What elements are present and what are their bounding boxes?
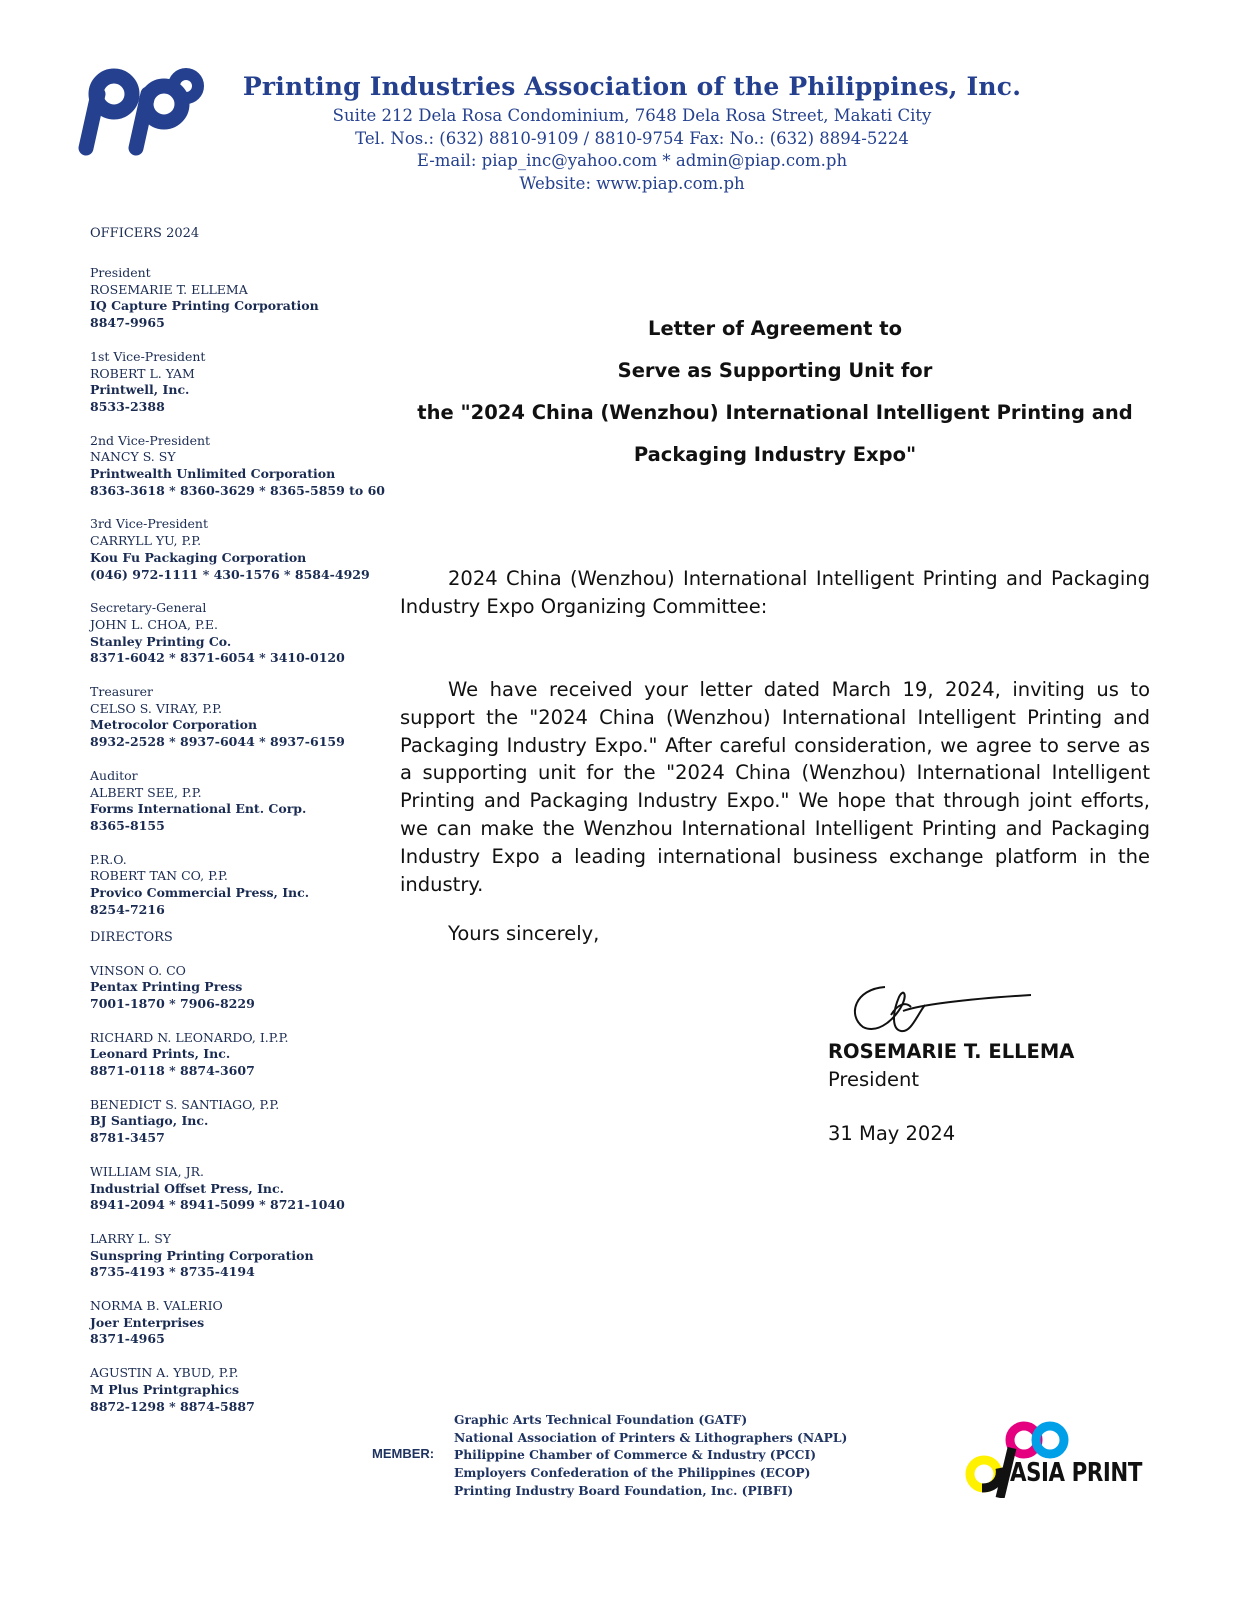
officer-name: ROBERT L. YAM [90, 365, 195, 381]
title-line: Packaging Industry Expo" [633, 443, 917, 466]
title-line: the "2024 China (Wenzhou) International Intelligent Printing and [417, 401, 1133, 424]
officer-entry [90, 516, 390, 583]
officer-phone: 8363-3618 * 8360-3629 * 8365-5859 to 60 [90, 482, 385, 498]
officer-role: P.R.O. [90, 851, 127, 867]
officer-name: ROBERT TAN CO, P.P. [90, 868, 228, 884]
signature-icon [845, 975, 1035, 1037]
officer-entry [90, 684, 390, 751]
director-company: Industrial Offset Press, Inc. [90, 1180, 284, 1196]
member-item: Philippine Chamber of Commerce & Industry (PCCI) [454, 1447, 817, 1463]
officer-company: Printwell, Inc. [90, 382, 190, 398]
body-paragraph [400, 676, 1150, 898]
director-entry [90, 1365, 390, 1415]
asia-print-text: ASIA PRINT [1010, 1458, 1142, 1488]
director-company: BJ Santiago, Inc. [90, 1113, 209, 1129]
officer-role: Treasurer [90, 684, 153, 700]
officer-phone: 8365-8155 [90, 817, 165, 833]
closing-text: Yours sincerely, [448, 922, 600, 945]
officer-company: Forms International Ent. Corp. [90, 801, 307, 817]
director-entry [90, 1164, 390, 1214]
officer-phone: 8932-2528 * 8937-6044 * 8937-6159 [90, 734, 345, 750]
member-item: National Association of Printers & Lithographers (NAPL) [454, 1429, 848, 1445]
officer-entry [90, 600, 390, 667]
directors-title: DIRECTORS [90, 929, 173, 945]
officer-role: Secretary-General [90, 600, 207, 616]
officer-phone: 8254-7216 [90, 901, 165, 917]
officers-sidebar [90, 226, 390, 1432]
member-item: Printing Industry Board Foundation, Inc. (PIBFI) [454, 1482, 794, 1498]
title-line: Letter of Agreement to [648, 317, 902, 340]
director-entry [90, 1097, 390, 1147]
member-list [454, 1411, 847, 1500]
director-phone: 8781-3457 [90, 1130, 165, 1146]
director-entry [90, 1231, 390, 1281]
officer-role: 2nd Vice-President [90, 432, 211, 448]
officer-company: Printwealth Unlimited Corporation [90, 466, 336, 482]
director-name: AGUSTIN A. YBUD, P.P. [90, 1365, 239, 1381]
director-name: LARRY L. SY [90, 1230, 172, 1246]
director-company: M Plus Printgraphics [90, 1381, 240, 1397]
director-company: Leonard Prints, Inc. [90, 1046, 231, 1062]
letter-date: 31 May 2024 [828, 1122, 956, 1145]
officer-role: 1st Vice-President [90, 348, 206, 364]
officer-role: 3rd Vice-President [90, 516, 208, 532]
officer-entry [90, 265, 390, 332]
director-phone: 8872-1298 * 8874-5887 [90, 1398, 255, 1414]
director-phone: 8941-2094 * 8941-5099 * 8721-1040 [90, 1197, 345, 1213]
officer-name: ROSEMARIE T. ELLEMA [90, 281, 248, 297]
officer-entry [90, 768, 390, 835]
officer-entry [90, 349, 390, 416]
officer-entry [90, 433, 390, 500]
director-phone: 8871-0118 * 8874-3607 [90, 1063, 255, 1079]
officer-name: ALBERT SEE, P.P. [90, 784, 202, 800]
officer-role: President [90, 265, 151, 280]
officer-name: JOHN L. CHOA, P.E. [90, 616, 218, 632]
officer-company: Kou Fu Packaging Corporation [90, 549, 307, 565]
signer-title: President [828, 1068, 919, 1091]
director-entry [90, 1298, 390, 1348]
org-name: Printing Industries Association of the Philippines, Inc. [242, 72, 1022, 101]
letter-title [400, 308, 1150, 476]
officer-company: Stanley Printing Co. [90, 633, 232, 649]
director-company: Sunspring Printing Corporation [90, 1247, 314, 1263]
officer-entry [90, 852, 390, 919]
officers-title: OFFICERS 2024 [90, 226, 200, 241]
salutation-paragraph [400, 565, 1150, 621]
member-label: MEMBER: [372, 1446, 435, 1461]
director-entry [90, 1030, 390, 1080]
director-phone: 8371-4965 [90, 1331, 165, 1347]
officer-phone: 8847-9965 [90, 315, 165, 331]
director-name: VINSON O. CO [90, 962, 186, 978]
officer-name: CELSO S. VIRAY, P.P. [90, 700, 223, 716]
piap-logo-icon [74, 64, 214, 156]
org-email: E-mail: piap_inc@yahoo.com * admin@piap.com.ph [416, 151, 848, 170]
director-name: WILLIAM SIA, JR. [90, 1163, 204, 1179]
director-company: Joer Enterprises [90, 1314, 205, 1330]
title-line: Serve as Supporting Unit for [617, 359, 933, 382]
org-telephone: Tel. Nos.: (632) 8810-9109 / 8810-9754 Fax: No.: (632) 8894-5224 [355, 128, 909, 148]
officer-company: Metrocolor Corporation [90, 717, 258, 733]
member-item: Graphic Arts Technical Foundation (GATF) [454, 1412, 748, 1427]
officer-company: IQ Capture Printing Corporation [90, 298, 319, 314]
director-company: Pentax Printing Press [90, 979, 243, 995]
signer-name: ROSEMARIE T. ELLEMA [828, 1040, 1075, 1063]
director-phone: 7001-1870 * 7906-8229 [90, 995, 255, 1011]
officer-phone: (046) 972-1111 * 430-1576 * 8584-4929 [90, 566, 370, 582]
org-website: Website: www.piap.com.ph [519, 173, 745, 193]
director-name: NORMA B. VALERIO [90, 1298, 223, 1314]
officer-role: Auditor [90, 767, 138, 783]
officer-name: CARRYLL YU, P.P. [90, 533, 202, 549]
body-text: We have received your letter dated March 19, 2024, inviting us to support the "2024 China (Wenzhou) International Intelligent Printing and Packaging Industry Expo." After careful consideration, we agree to serve as a supporting unit for the "2024 China (Wenzhou) International Intelligent Printing and Packaging Industry Expo." We hope that through joint efforts, we can make the Wenzhou International Intelligent Printing and Packaging Industry Expo a leading international business exchange platform in the industry. [400, 678, 1150, 896]
officer-name: NANCY S. SY [90, 449, 176, 465]
letterhead [232, 72, 1032, 195]
org-address: Suite 212 Dela Rosa Condominium, 7648 Dela Rosa Street, Makati City [332, 106, 932, 125]
member-item: Employers Confederation of the Philippines (ECOP) [454, 1465, 811, 1481]
officer-company: Provico Commercial Press, Inc. [90, 885, 310, 901]
director-entry [90, 963, 390, 1013]
director-phone: 8735-4193 * 8735-4194 [90, 1264, 255, 1280]
signer-block [828, 1038, 1074, 1094]
director-name: BENEDICT S. SANTIAGO, P.P. [90, 1096, 280, 1112]
officer-phone: 8533-2388 [90, 398, 165, 414]
officer-phone: 8371-6042 * 8371-6054 * 3410-0120 [90, 650, 345, 666]
salutation-text: 2024 China (Wenzhou) International Intelligent Printing and Packaging Industry Expo Organizing Committee: [400, 567, 1150, 618]
director-name: RICHARD N. LEONARDO, I.P.P. [90, 1029, 289, 1045]
